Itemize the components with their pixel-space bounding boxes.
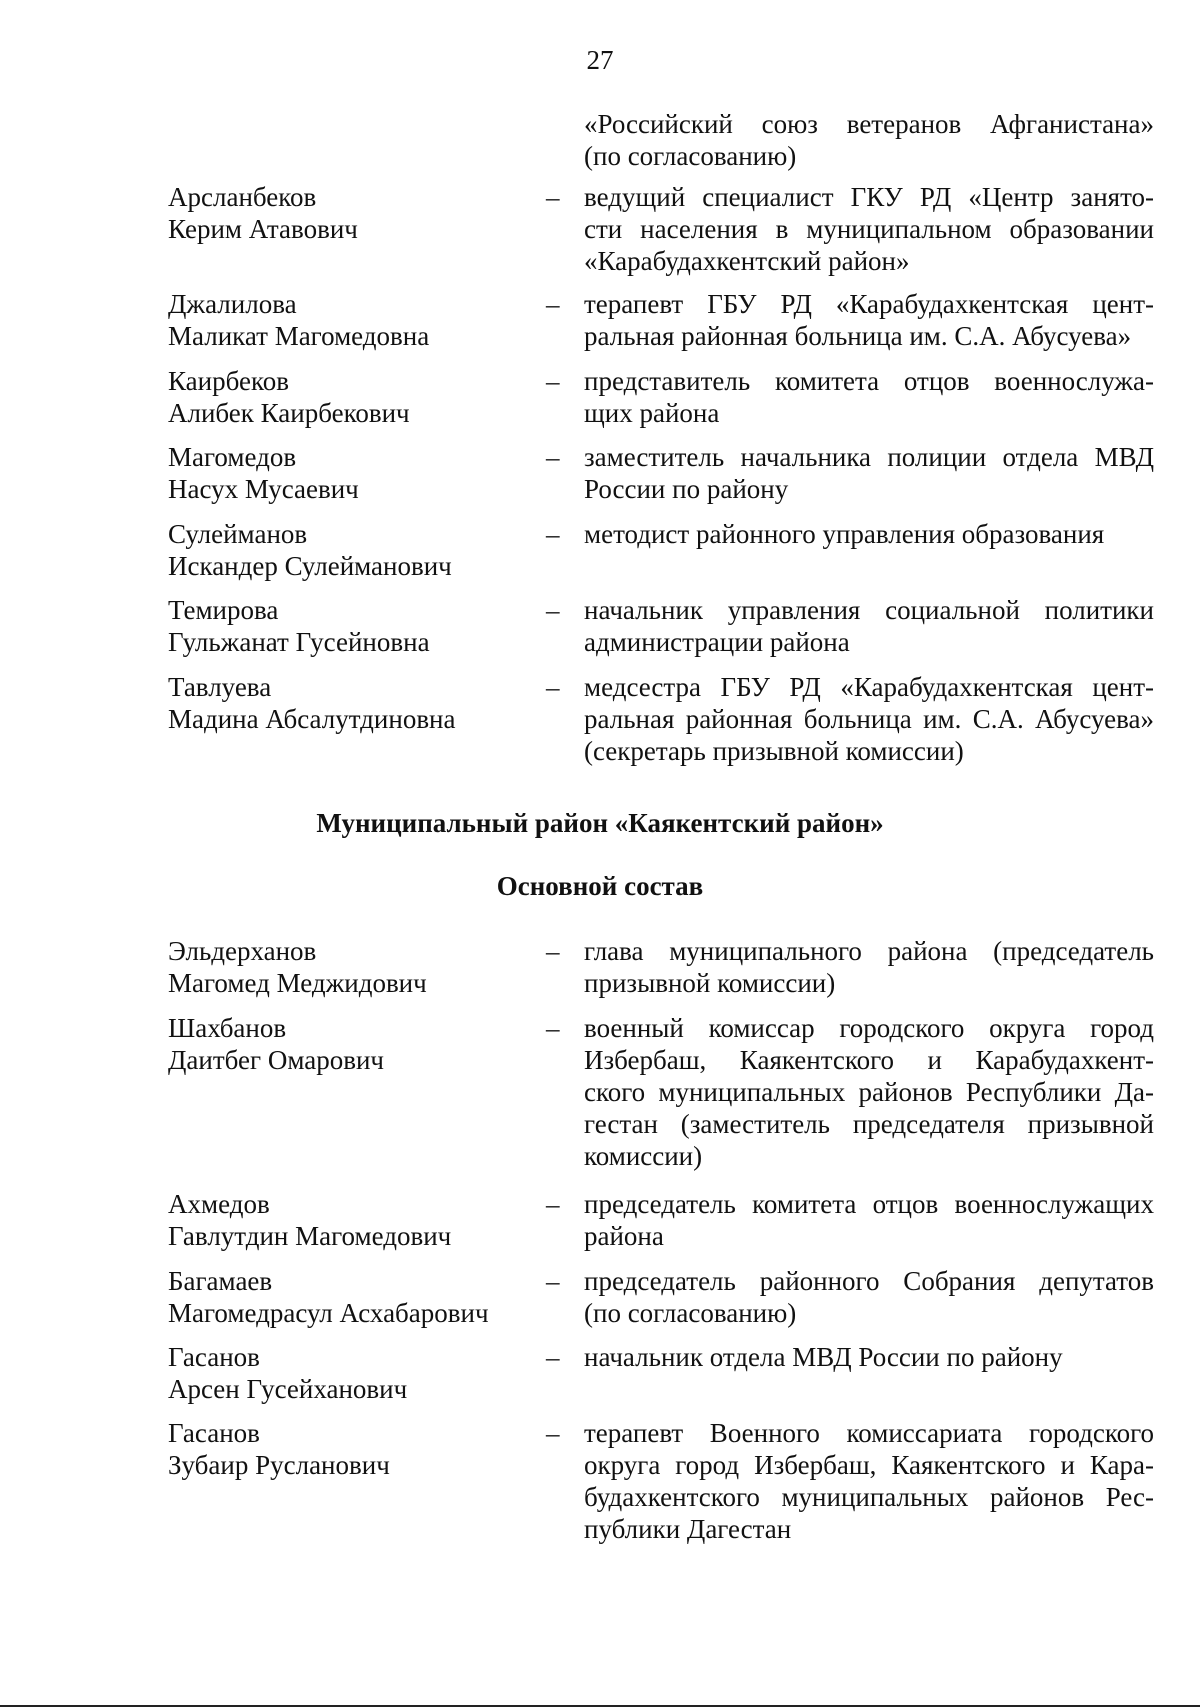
member-given-name: Мадина Абсалутдиновна [168,704,456,734]
role-line: (по согласованию) [584,1298,797,1328]
member-given-name: Гавлутдин Магомедович [168,1221,452,1251]
role-line: будахкентского муниципальных районов Рес- [584,1482,1154,1512]
continued-description [584,108,1154,172]
member-name [168,1417,528,1481]
member-given-name: Насух Мусаевич [168,474,359,504]
member-given-name: Маликат Магомедовна [168,321,430,351]
member-role [584,288,1154,352]
member-name [168,1341,528,1405]
role-line: ского муниципальных районов Республики Да- [584,1077,1154,1107]
role-line: медсестра ГБУ РД «Карабудахкентская цент- [584,672,1154,702]
dash-separator: – [546,1013,560,1043]
member-given-name: Алибек Каирбекович [168,398,410,428]
dash-separator: – [546,672,560,702]
member-given-name: Керим Атавович [168,214,358,244]
member-name [168,181,528,245]
member-role [584,518,1154,550]
member-role [584,441,1154,505]
dash-separator: – [546,289,560,319]
district-heading: Муниципальный район «Каякентский район» [316,808,884,838]
role-line: района [584,1221,664,1251]
member-role [584,1341,1154,1373]
member-given-name: Магомед Меджидович [168,968,427,998]
member-surname: Гасанов [168,1418,260,1448]
role-line: председатель комитета отцов военнослужащих [584,1189,1154,1219]
dash-separator: – [546,595,560,625]
member-given-name: Искандер Сулейманович [168,551,452,581]
dash-separator: – [546,1189,560,1219]
member-role [584,1417,1154,1545]
member-name [168,1265,528,1329]
role-line: начальник отдела МВД России по району [584,1342,1063,1372]
member-surname: Тавлуева [168,672,272,702]
member-name [168,518,528,582]
dash-separator: – [546,182,560,212]
member-name [168,935,528,999]
member-surname: Каирбеков [168,366,289,396]
role-line: России по району [584,474,789,504]
role-line: Избербаш, Каякентского и Карабудахкент- [584,1045,1154,1075]
dash-separator: – [546,936,560,966]
role-line: начальник управления социальной политики [584,595,1154,625]
member-role [584,671,1154,767]
role-line: щих района [584,398,720,428]
member-name [168,1188,528,1252]
member-role [584,365,1154,429]
role-line: терапевт Военного комиссариата городского [584,1418,1154,1448]
role-line: «Карабудахкентский район» [584,246,910,276]
member-name [168,441,528,505]
role-line: округа город Избербаш, Каякентского и Кара- [584,1450,1154,1480]
role-line: ральная районная больница им. С.А. Абусуева» [584,704,1154,734]
role-line: гестан (заместитель председателя призывной [584,1109,1154,1139]
description-line: «Российский союз ветеранов Афганистана» [584,109,1154,139]
composition-heading: Основной состав [496,871,704,901]
member-surname: Багамаев [168,1266,273,1296]
role-line: (секретарь призывной комиссии) [584,736,964,766]
dash-separator: – [546,519,560,549]
member-given-name: Арсен Гусейханович [168,1374,408,1404]
member-surname: Гасанов [168,1342,260,1372]
member-name [168,365,528,429]
page-number: 27 [586,45,614,75]
dash-separator: – [546,366,560,396]
dash-separator: – [546,1342,560,1372]
role-line: методист районного управления образования [584,519,1105,549]
member-surname: Магомедов [168,442,297,472]
member-name [168,1012,528,1076]
member-surname: Эльдерханов [168,936,317,966]
member-given-name: Магомедрасул Асхабарович [168,1298,489,1328]
member-role [584,935,1154,999]
member-role [584,1012,1154,1172]
member-name [168,671,528,735]
role-line: администрации района [584,627,850,657]
member-role [584,181,1154,277]
role-line: заместитель начальника полиции отдела МВД [584,442,1154,472]
role-line: публики Дагестан [584,1514,792,1544]
member-role [584,1188,1154,1252]
member-role [584,1265,1154,1329]
member-surname: Арсланбеков [168,182,317,212]
member-surname: Шахбанов [168,1013,287,1043]
role-line: сти населения в муниципальном образовании [584,214,1154,244]
dash-separator: – [546,1266,560,1296]
member-given-name: Гульжанат Гусейновна [168,627,430,657]
member-role [584,594,1154,658]
role-line: ведущий специалист ГКУ РД «Центр занято- [584,182,1154,212]
member-given-name: Зубаир Русланович [168,1450,390,1480]
member-name [168,288,528,352]
role-line: военный комиссар городского округа город [584,1013,1154,1043]
member-given-name: Даитбег Омарович [168,1045,384,1075]
dash-separator: – [546,442,560,472]
member-name [168,594,528,658]
role-line: глава муниципального района (председатель [584,936,1154,966]
role-line: призывной комиссии) [584,968,836,998]
description-line: (по согласованию) [584,141,797,171]
role-line: ральная районная больница им. С.А. Абусуева» [584,321,1132,351]
member-surname: Ахмедов [168,1189,270,1219]
member-surname: Джалилова [168,289,297,319]
member-surname: Темирова [168,595,279,625]
role-line: представитель комитета отцов военнослужа- [584,366,1154,396]
role-line: терапевт ГБУ РД «Карабудахкентская цент- [584,289,1154,319]
dash-separator: – [546,1418,560,1448]
member-surname: Сулейманов [168,519,308,549]
role-line: комиссии) [584,1141,703,1171]
role-line: председатель районного Собрания депутатов [584,1266,1154,1296]
